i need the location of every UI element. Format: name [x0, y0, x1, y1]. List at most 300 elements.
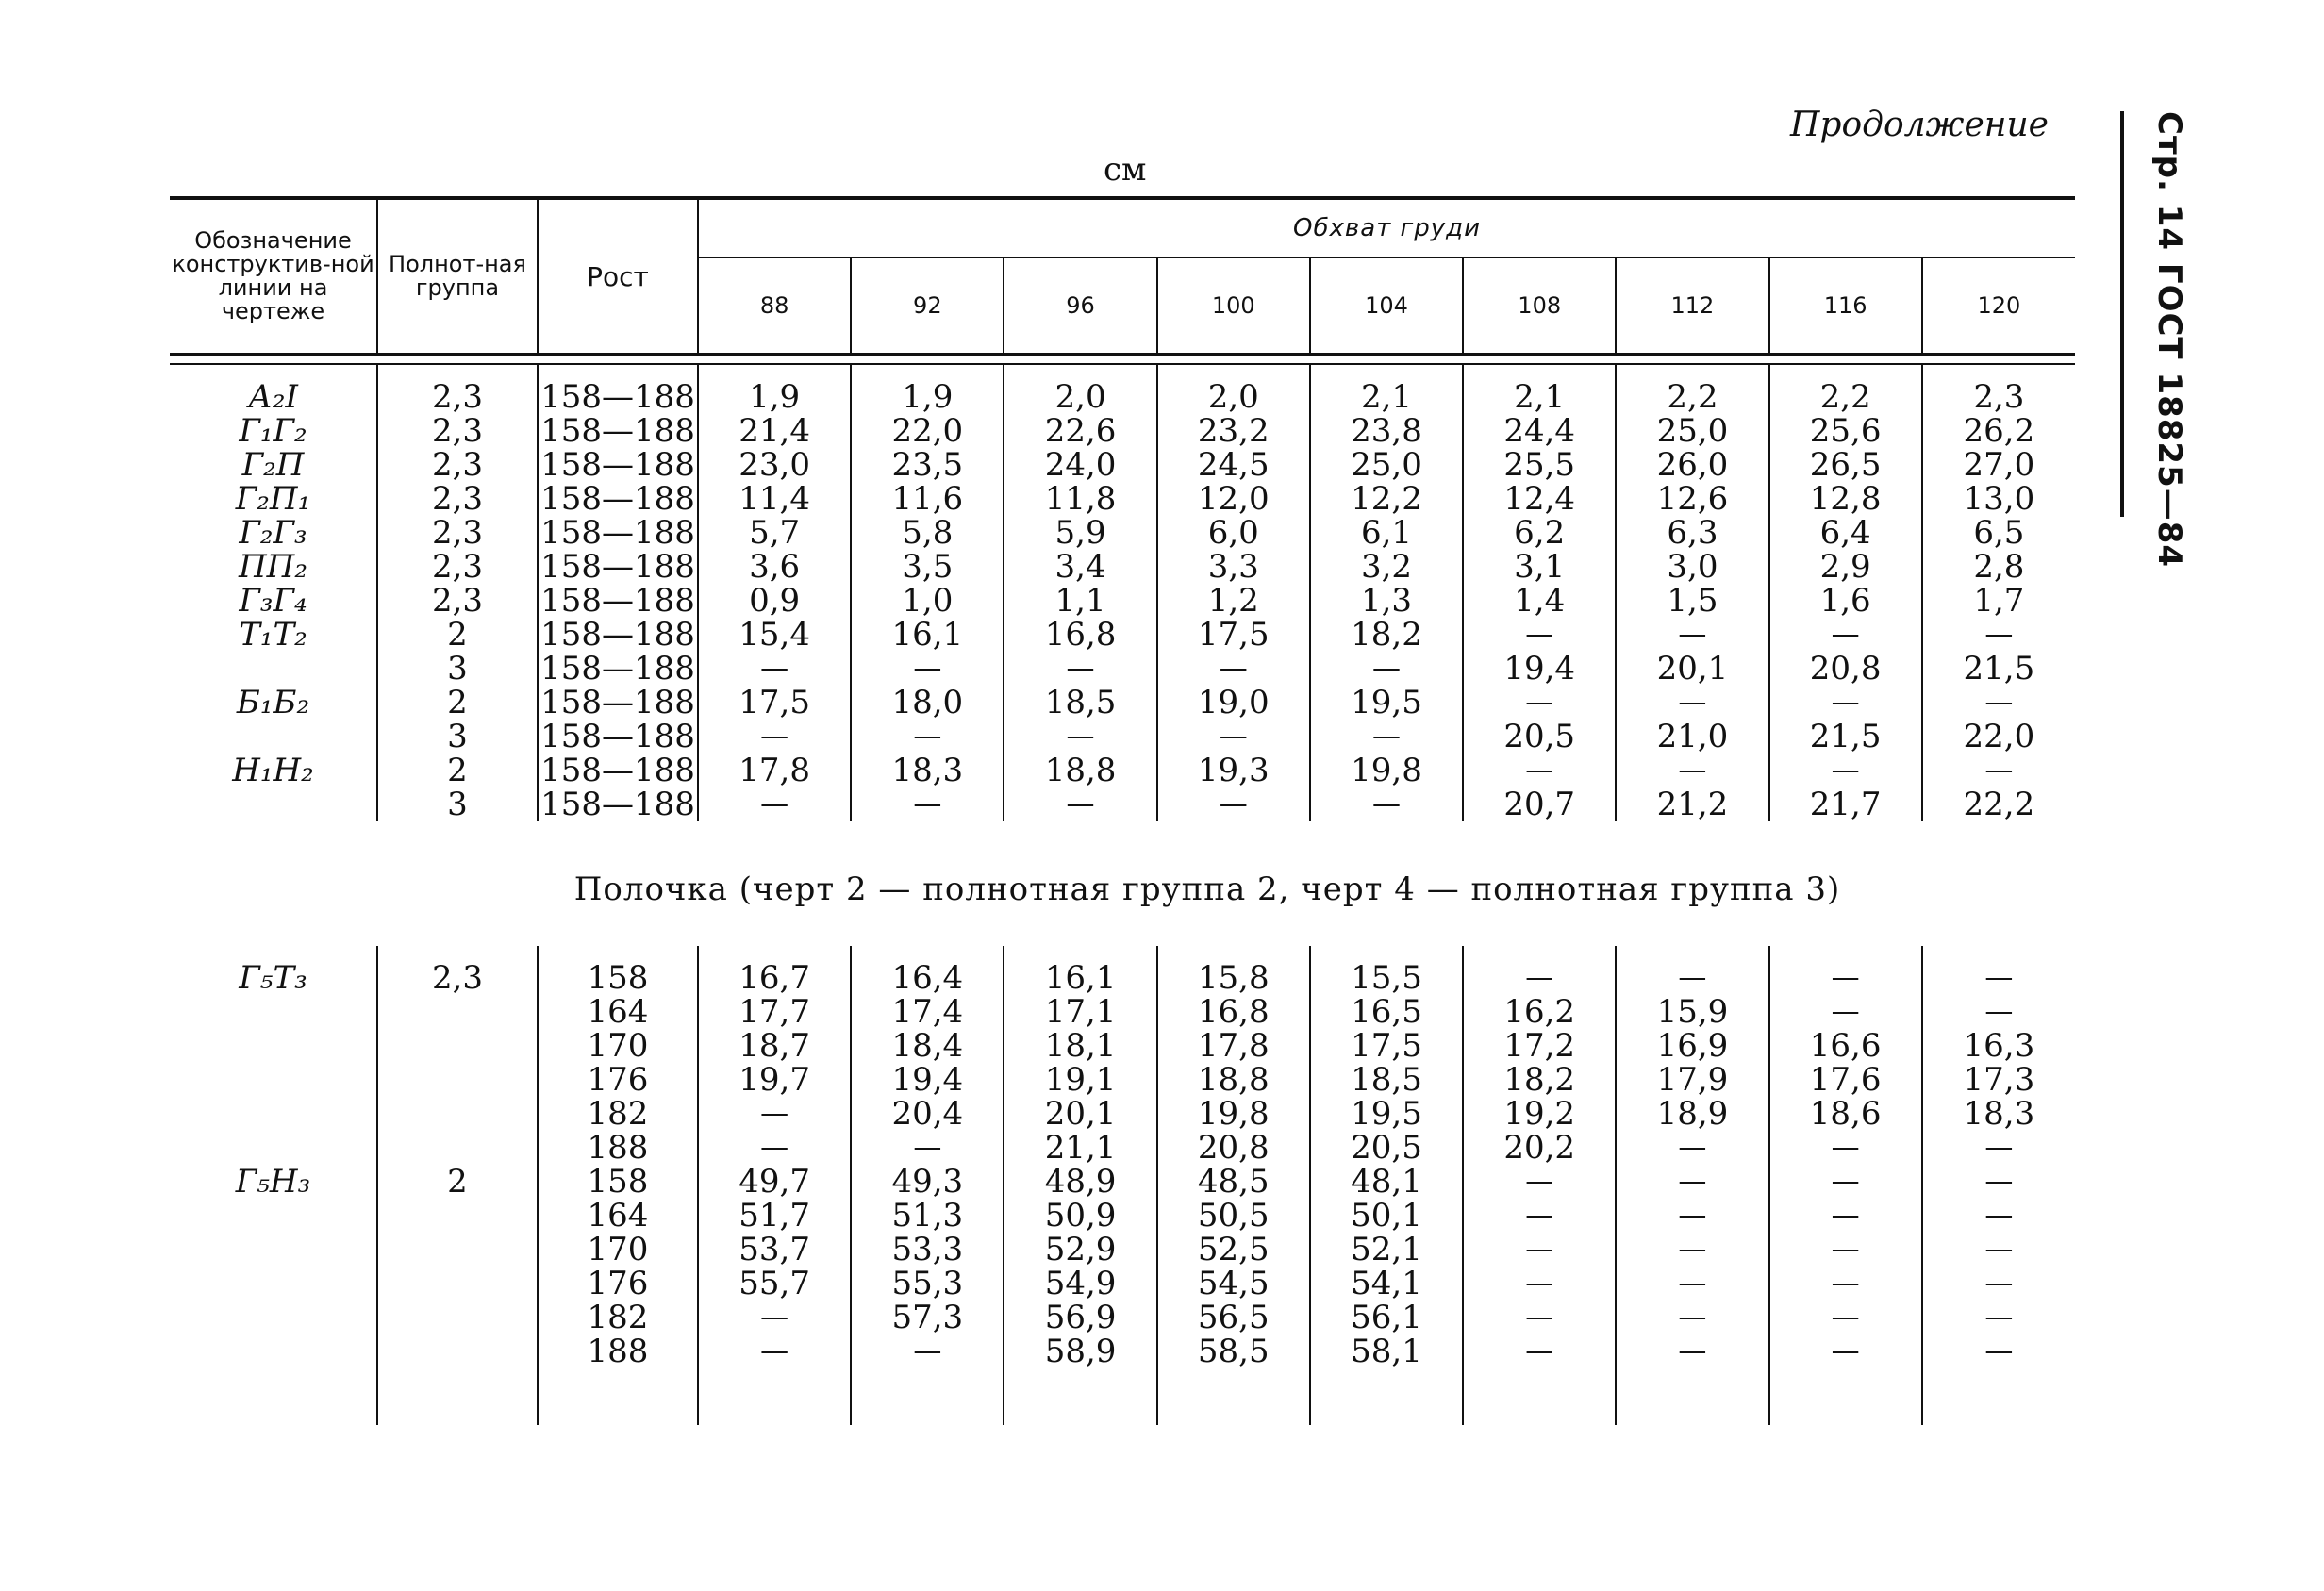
tail-cell: [851, 1368, 1004, 1425]
table-row: [170, 961, 2075, 995]
value-cell: 22,0: [1922, 720, 2075, 754]
value-cell: —: [1922, 1165, 2075, 1199]
value-cell: 48,5: [1157, 1165, 1310, 1199]
header-chest-title: [698, 200, 2075, 257]
value-cell: —: [851, 652, 1004, 686]
value-cell: —: [1769, 1131, 1922, 1165]
group-cell: 2: [377, 618, 538, 652]
group-cell: [377, 1131, 538, 1165]
chest-size-header: 108: [1463, 257, 1616, 353]
line-cell: Н₁Н₂: [232, 752, 314, 789]
table-row: [170, 995, 2075, 1029]
line-cell: [170, 720, 377, 754]
value-cell: 51,7: [698, 1199, 851, 1233]
height-cell: 188: [538, 1131, 698, 1165]
value-cell: 54,5: [1157, 1267, 1310, 1301]
value-cell: 25,6: [1769, 414, 1922, 448]
value-cell: 50,1: [1310, 1199, 1463, 1233]
value-cell: —: [1004, 720, 1156, 754]
value-cell: 22,2: [1922, 787, 2075, 821]
value-cell: 3,6: [698, 550, 851, 584]
chest-size-header: 96: [1004, 257, 1156, 353]
value-cell: 3,2: [1310, 550, 1463, 584]
height-cell: 188: [538, 1334, 698, 1368]
table-row: [170, 1029, 2075, 1063]
value-cell: 16,7: [698, 961, 851, 995]
value-cell: 1,1: [1004, 584, 1156, 618]
group-cell: 3: [377, 720, 538, 754]
value-cell: 6,4: [1769, 516, 1922, 550]
value-cell: 16,5: [1310, 995, 1463, 1029]
table-row: [170, 1165, 2075, 1199]
line-cell: [170, 1233, 377, 1267]
value-cell: 52,1: [1310, 1233, 1463, 1267]
value-cell: —: [1769, 618, 1922, 652]
value-cell: 56,1: [1310, 1301, 1463, 1334]
line-cell: [170, 1063, 377, 1097]
value-cell: —: [1769, 1334, 1922, 1368]
value-cell: —: [1769, 1199, 1922, 1233]
height-cell: 182: [538, 1097, 698, 1131]
value-cell: 2,0: [1004, 380, 1156, 414]
value-cell: 2,0: [1157, 380, 1310, 414]
value-cell: 2,2: [1616, 380, 1768, 414]
tail-cell: [1616, 1368, 1768, 1425]
value-cell: 19,7: [698, 1063, 851, 1097]
table-row: [170, 448, 2075, 482]
height-cell: 158—188: [538, 787, 698, 821]
line-cell: Г₅Т₃: [239, 959, 307, 997]
value-cell: 12,2: [1310, 482, 1463, 516]
value-cell: —: [1922, 1199, 2075, 1233]
value-cell: —: [1157, 652, 1310, 686]
chest-size-header: 88: [698, 257, 851, 353]
group-cell: 2,3: [377, 380, 538, 414]
height-cell: 158: [538, 961, 698, 995]
value-cell: —: [851, 720, 1004, 754]
value-cell: 56,9: [1004, 1301, 1156, 1334]
section1-body: [170, 365, 2075, 821]
value-cell: 3,3: [1157, 550, 1310, 584]
value-cell: —: [1769, 1301, 1922, 1334]
value-cell: —: [698, 1097, 851, 1131]
value-cell: 21,0: [1616, 720, 1768, 754]
value-cell: —: [1463, 1233, 1616, 1267]
tail-cell: [1004, 1368, 1156, 1425]
line-cell: Г₁Г₂: [239, 412, 307, 450]
group-cell: 2,3: [377, 584, 538, 618]
value-cell: —: [1922, 995, 2075, 1029]
value-cell: —: [851, 787, 1004, 821]
value-cell: 21,4: [698, 414, 851, 448]
value-cell: 20,1: [1616, 652, 1768, 686]
value-cell: 52,5: [1157, 1233, 1310, 1267]
value-cell: —: [1769, 1165, 1922, 1199]
value-cell: 27,0: [1922, 448, 2075, 482]
value-cell: 15,9: [1616, 995, 1768, 1029]
group-cell: [377, 1029, 538, 1063]
value-cell: 58,9: [1004, 1334, 1156, 1368]
value-cell: —: [698, 1334, 851, 1368]
height-cell: 164: [538, 995, 698, 1029]
value-cell: —: [1463, 1267, 1616, 1301]
value-cell: 18,2: [1310, 618, 1463, 652]
header-group: Полнот-ная группа: [377, 200, 538, 353]
value-cell: 20,4: [851, 1097, 1004, 1131]
height-cell: 158—188: [538, 652, 698, 686]
value-cell: 16,8: [1004, 618, 1156, 652]
line-cell: [170, 1029, 377, 1063]
value-cell: 21,5: [1769, 720, 1922, 754]
value-cell: —: [1310, 787, 1463, 821]
value-cell: —: [1463, 754, 1616, 787]
height-cell: 164: [538, 1199, 698, 1233]
tail-cell: [377, 1368, 538, 1425]
value-cell: —: [1616, 1199, 1768, 1233]
value-cell: 2,9: [1769, 550, 1922, 584]
chest-title-text: Обхват груди: [1293, 213, 1481, 242]
value-cell: —: [1922, 1334, 2075, 1368]
value-cell: 17,2: [1463, 1029, 1616, 1063]
value-cell: 11,6: [851, 482, 1004, 516]
value-cell: 25,0: [1310, 448, 1463, 482]
value-cell: 20,8: [1157, 1131, 1310, 1165]
value-cell: 22,0: [851, 414, 1004, 448]
value-cell: 20,5: [1463, 720, 1616, 754]
value-cell: 18,9: [1616, 1097, 1768, 1131]
value-cell: 1,9: [851, 380, 1004, 414]
value-cell: 50,9: [1004, 1199, 1156, 1233]
line-cell: [170, 1334, 377, 1368]
value-cell: 49,3: [851, 1165, 1004, 1199]
value-cell: 17,5: [1157, 618, 1310, 652]
value-cell: —: [1616, 754, 1768, 787]
group-cell: [377, 1199, 538, 1233]
value-cell: —: [1616, 1233, 1768, 1267]
height-cell: 158—188: [538, 618, 698, 652]
section2-title: Полочка (черт 2 — полнотная группа 2, черт 4 — полнотная группа 3): [573, 870, 1841, 908]
value-cell: 1,9: [698, 380, 851, 414]
value-cell: 57,3: [851, 1301, 1004, 1334]
value-cell: —: [1616, 1267, 1768, 1301]
table-row: [170, 1063, 2075, 1097]
spacer-cell: [1769, 946, 1922, 961]
value-cell: 17,5: [1310, 1029, 1463, 1063]
value-cell: —: [1004, 787, 1156, 821]
tail-row: [170, 1368, 2075, 1425]
group-cell: 2: [377, 686, 538, 720]
value-cell: —: [1463, 686, 1616, 720]
value-cell: —: [1157, 787, 1310, 821]
value-cell: 5,7: [698, 516, 851, 550]
chest-size-header: 112: [1616, 257, 1768, 353]
group-cell: [377, 1301, 538, 1334]
group-cell: 2,3: [377, 448, 538, 482]
value-cell: 15,4: [698, 618, 851, 652]
value-cell: 18,4: [851, 1029, 1004, 1063]
table-row: [170, 754, 2075, 787]
height-cell: 158—188: [538, 414, 698, 448]
value-cell: —: [1922, 1267, 2075, 1301]
line-cell: Г₅Н₃: [235, 1163, 311, 1201]
value-cell: 5,9: [1004, 516, 1156, 550]
value-cell: —: [1463, 1165, 1616, 1199]
value-cell: 16,8: [1157, 995, 1310, 1029]
tail-cell: [1157, 1368, 1310, 1425]
line-cell: [170, 1199, 377, 1233]
value-cell: 20,2: [1463, 1131, 1616, 1165]
value-cell: —: [1616, 686, 1768, 720]
value-cell: 16,2: [1463, 995, 1616, 1029]
value-cell: 6,5: [1922, 516, 2075, 550]
value-cell: 21,1: [1004, 1131, 1156, 1165]
value-cell: 18,7: [698, 1029, 851, 1063]
height-cell: 158—188: [538, 550, 698, 584]
value-cell: 19,1: [1004, 1063, 1156, 1097]
value-cell: 48,1: [1310, 1165, 1463, 1199]
chest-size-header: 120: [1922, 257, 2075, 353]
value-cell: —: [1616, 1334, 1768, 1368]
tail-cell: [1769, 1368, 1922, 1425]
group-cell: 3: [377, 652, 538, 686]
value-cell: 1,0: [851, 584, 1004, 618]
value-cell: 18,2: [1463, 1063, 1616, 1097]
value-cell: 50,5: [1157, 1199, 1310, 1233]
line-cell: [170, 1301, 377, 1334]
value-cell: 55,7: [698, 1267, 851, 1301]
tail-cell: [1463, 1368, 1616, 1425]
value-cell: 19,2: [1463, 1097, 1616, 1131]
value-cell: 17,7: [698, 995, 851, 1029]
table-row: [170, 1267, 2075, 1301]
value-cell: 54,9: [1004, 1267, 1156, 1301]
line-cell: [170, 652, 377, 686]
group-cell: 2: [377, 754, 538, 787]
value-cell: 18,3: [851, 754, 1004, 787]
value-cell: —: [1463, 1301, 1616, 1334]
group-cell: [377, 1334, 538, 1368]
line-cell: [170, 787, 377, 821]
value-cell: 12,6: [1616, 482, 1768, 516]
value-cell: —: [1922, 754, 2075, 787]
value-cell: —: [698, 720, 851, 754]
value-cell: 5,8: [851, 516, 1004, 550]
spacer-cell: [1616, 946, 1768, 961]
line-cell: Г₂Г₃: [239, 514, 307, 552]
value-cell: 23,0: [698, 448, 851, 482]
value-cell: 2,2: [1769, 380, 1922, 414]
line-cell: [170, 995, 377, 1029]
value-cell: 19,5: [1310, 1097, 1463, 1131]
value-cell: 17,3: [1922, 1063, 2075, 1097]
value-cell: 20,1: [1004, 1097, 1156, 1131]
value-cell: 19,4: [1463, 652, 1616, 686]
value-cell: 21,2: [1616, 787, 1768, 821]
value-cell: 26,5: [1769, 448, 1922, 482]
value-cell: 12,0: [1157, 482, 1310, 516]
line-cell: [170, 1131, 377, 1165]
group-cell: [377, 1233, 538, 1267]
height-cell: 158—188: [538, 482, 698, 516]
group-cell: 2,3: [377, 516, 538, 550]
value-cell: —: [1616, 1165, 1768, 1199]
group-cell: [377, 995, 538, 1029]
value-cell: 11,4: [698, 482, 851, 516]
value-cell: 21,5: [1922, 652, 2075, 686]
table-row: [170, 1131, 2075, 1165]
table-row: [170, 686, 2075, 720]
value-cell: 6,2: [1463, 516, 1616, 550]
table-row: [170, 482, 2075, 516]
value-cell: —: [1922, 1131, 2075, 1165]
value-cell: 23,8: [1310, 414, 1463, 448]
table-row: [170, 652, 2075, 686]
value-cell: 3,4: [1004, 550, 1156, 584]
value-cell: —: [1463, 961, 1616, 995]
value-cell: 18,8: [1157, 1063, 1310, 1097]
value-cell: 15,5: [1310, 961, 1463, 995]
value-cell: 18,3: [1922, 1097, 2075, 1131]
value-cell: 3,5: [851, 550, 1004, 584]
tail-cell: [1922, 1368, 2075, 1425]
value-cell: 15,8: [1157, 961, 1310, 995]
value-cell: —: [851, 1131, 1004, 1165]
value-cell: —: [698, 1301, 851, 1334]
value-cell: —: [1922, 618, 2075, 652]
table-row: [170, 618, 2075, 652]
table-row: [170, 1301, 2075, 1334]
chest-size-header: 116: [1769, 257, 1922, 353]
value-cell: 6,1: [1310, 516, 1463, 550]
value-cell: 48,9: [1004, 1165, 1156, 1199]
value-cell: —: [698, 652, 851, 686]
value-cell: 1,5: [1616, 584, 1768, 618]
value-cell: 19,4: [851, 1063, 1004, 1097]
chest-size-header: 92: [851, 257, 1004, 353]
value-cell: —: [1922, 686, 2075, 720]
value-cell: 1,4: [1463, 584, 1616, 618]
table-row: [170, 414, 2075, 448]
table-row: [170, 550, 2075, 584]
height-cell: 176: [538, 1063, 698, 1097]
unit-label: см: [1104, 151, 1147, 189]
value-cell: 20,5: [1310, 1131, 1463, 1165]
value-cell: —: [1922, 1233, 2075, 1267]
value-cell: —: [1769, 1267, 1922, 1301]
tail-cell: [1310, 1368, 1463, 1425]
header-double-rule: [170, 353, 2075, 365]
value-cell: 16,1: [851, 618, 1004, 652]
value-cell: 17,9: [1616, 1063, 1768, 1097]
value-cell: 18,5: [1310, 1063, 1463, 1097]
value-cell: 19,3: [1157, 754, 1310, 787]
value-cell: —: [1310, 720, 1463, 754]
value-cell: 12,8: [1769, 482, 1922, 516]
height-cell: 176: [538, 1267, 698, 1301]
value-cell: —: [1769, 1233, 1922, 1267]
page-side-label: [2120, 111, 2200, 569]
table-row: [170, 584, 2075, 618]
tail-cell: [538, 1368, 698, 1425]
value-cell: 1,6: [1769, 584, 1922, 618]
value-cell: 17,6: [1769, 1063, 1922, 1097]
value-cell: 13,0: [1922, 482, 2075, 516]
section2-body: [170, 946, 2075, 1425]
line-cell: Б₁Б₂: [236, 684, 310, 721]
height-cell: 170: [538, 1029, 698, 1063]
value-cell: 24,5: [1157, 448, 1310, 482]
value-cell: 16,9: [1616, 1029, 1768, 1063]
value-cell: —: [1769, 754, 1922, 787]
group-cell: 2,3: [377, 550, 538, 584]
value-cell: 2,8: [1922, 550, 2075, 584]
value-cell: 2,1: [1310, 380, 1463, 414]
value-cell: 19,8: [1157, 1097, 1310, 1131]
chest-size-header: 104: [1310, 257, 1463, 353]
line-cell: А₂I: [248, 378, 298, 416]
value-cell: 16,4: [851, 961, 1004, 995]
line-cell: [170, 1267, 377, 1301]
table-row: [170, 380, 2075, 414]
value-cell: 58,5: [1157, 1334, 1310, 1368]
value-cell: —: [698, 1131, 851, 1165]
value-cell: 1,2: [1157, 584, 1310, 618]
line-cell: Т₁Т₂: [239, 616, 307, 654]
value-cell: 18,6: [1769, 1097, 1922, 1131]
value-cell: —: [1310, 652, 1463, 686]
value-cell: 24,4: [1463, 414, 1616, 448]
value-cell: 11,8: [1004, 482, 1156, 516]
value-cell: 49,7: [698, 1165, 851, 1199]
table-row: [170, 787, 2075, 821]
value-cell: 17,1: [1004, 995, 1156, 1029]
group-cell: 2,3: [377, 961, 538, 995]
value-cell: —: [1616, 1131, 1768, 1165]
value-cell: 6,0: [1157, 516, 1310, 550]
group-cell: 2: [377, 1165, 538, 1199]
value-cell: 52,9: [1004, 1233, 1156, 1267]
value-cell: 16,1: [1004, 961, 1156, 995]
line-cell: Г₃Г₄: [239, 582, 307, 620]
value-cell: —: [851, 1334, 1004, 1368]
value-cell: —: [1463, 618, 1616, 652]
tail-cell: [170, 1368, 377, 1425]
height-cell: 182: [538, 1301, 698, 1334]
value-cell: —: [1769, 995, 1922, 1029]
page-number-label: Стр. 14 ГОСТ 18825—84: [2150, 111, 2188, 569]
continuation-label: Продолжение: [1790, 106, 2049, 144]
height-cell: 158—188: [538, 686, 698, 720]
table-row: [170, 1097, 2075, 1131]
header-designation: Обозначение конструктив-ной линии на чертеже: [172, 227, 374, 324]
value-cell: 17,8: [698, 754, 851, 787]
group-cell: [377, 1063, 538, 1097]
value-cell: 23,5: [851, 448, 1004, 482]
group-cell: [377, 1267, 538, 1301]
value-cell: 56,5: [1157, 1301, 1310, 1334]
value-cell: 18,5: [1004, 686, 1156, 720]
height-cell: 158: [538, 1165, 698, 1199]
value-cell: 53,3: [851, 1233, 1004, 1267]
group-cell: 3: [377, 787, 538, 821]
value-cell: 17,4: [851, 995, 1004, 1029]
height-cell: 158—188: [538, 584, 698, 618]
value-cell: 19,8: [1310, 754, 1463, 787]
value-cell: 6,3: [1616, 516, 1768, 550]
value-cell: —: [1004, 652, 1156, 686]
table-row: [170, 1199, 2075, 1233]
spacer-cell: [1922, 946, 2075, 961]
